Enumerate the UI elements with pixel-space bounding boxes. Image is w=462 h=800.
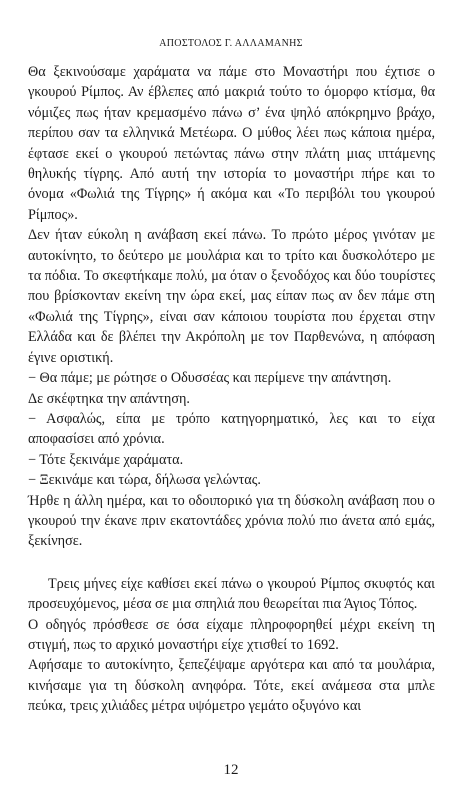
dialogue-line: − Ασφαλώς, είπα με τρόπο κατηγορηματικό, λες και το είχα αποφασίσει από χρόνια. <box>28 410 435 448</box>
dialogue-line: − Ξεκινάμε και τώρα, δήλωσα γελώντας. <box>28 472 261 489</box>
paragraph: Τρεις μήνες είχε καθίσει εκεί πάνω ο γκουρού Ρίμπος σκυφτός και προσευχόμενος, μέσα σε μια σπηλιά που θεωρείται πια Άγιος Τόπος. <box>28 575 435 613</box>
paragraph: Θα ξεκινούσαμε χαράματα να πάμε στο Μοναστήρι που έχτισε ο γκουρού Ρίμπος. Αν έβλεπες από μακριά τούτο το όμορφο κτίσμα, θα νόμιζες πως ήταν κρεμασμένο πάνω σ’ ένα ψηλό απόκρημνο βράχο, περίπου σαν τα ελληνικά Μετέωρα. Ο μύθος λέει πως κάποια ημέρα, έφτασε εκεί ο γκουρού πετώντας πάνω στην πλάτη μιας ιπτάμενης θηλυκής τίγρης. Από αυτή την ιστορία το μοναστήρι πήρε και το όνομα «Φωλιά της Τίγρης» ή ακόμα και «Το περιβόλι του γκουρού Ρίμπος». <box>28 64 435 223</box>
paragraph: Δε σκέφτηκα την απάντηση. <box>28 390 190 407</box>
body-text <box>28 62 435 717</box>
paragraph: Ο οδηγός πρόσθεσε σε όσα είχαμε πληροφορηθεί μέχρι εκείνη τη στιγμή, πως το αρχικό μοναστήρι είχε χτισθεί το 1692. <box>28 616 435 653</box>
paragraph: Δεν ήταν εύκολη η ανάβαση εκεί πάνω. Το πρώτο μέρος γινόταν με αυτοκίνητο, το δεύτερο με μουλάρια και το τρίτο και δυσκολότερο με τα πόδια. Το σκεφτήκαμε πολύ, μα όταν ο ξενοδόχος και δύο τουρίστες που βρίσκονταν εκείνη την ώρα εκεί, μας είπαν πως αν δεν πάμε στη «Φωλιά της Τίγρης», είναι σαν κάποιου τουρίστα που έρχεται στην Ελλάδα και δε βλέπει την Ακρόπολη με τον Παρθενώνα, η απόφαση έγινε οριστική. <box>28 227 435 366</box>
dialogue-line: − Θα πάμε; με ρώτησε ο Οδυσσέας και περίμενε την απάντηση. <box>28 370 392 387</box>
section-break <box>28 552 435 574</box>
running-header: ΑΠΟΣΤΟΛΟΣ Γ. ΑΛΛΑΜΑΝΗΣ <box>159 38 303 49</box>
dialogue-line: − Τότε ξεκινάμε χαράματα. <box>28 451 184 468</box>
paragraph: Ήρθε η άλλη ημέρα, και το οδοιπορικό για τη δύσκολη ανάβαση που ο γκουρού την έκανε πριν εκατοντάδες χρόνια πολύ πιο άνετα από εμάς, ξεκίνησε. <box>28 492 435 550</box>
paragraph: Αφήσαμε το αυτοκίνητο, ξεπεζέψαμε αργότερα και από τα μουλάρια, κινήσαμε για τη δύσκολη ανηφόρα. Τότε, εκεί ανάμεσα στα μπλε πεύκα, τρεις χιλιάδες μέτρα υψόμετρο γεμάτο οξυγόνο και <box>28 657 435 715</box>
page-number: 12 <box>223 762 239 778</box>
